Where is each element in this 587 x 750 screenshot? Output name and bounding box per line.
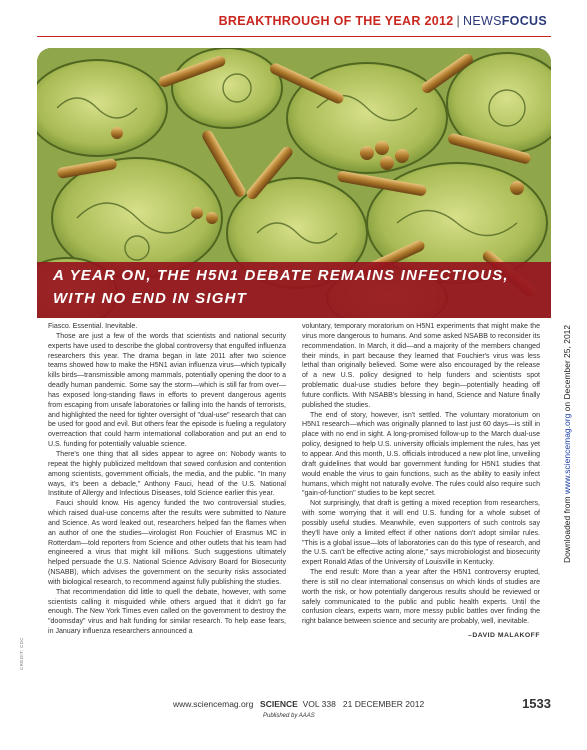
- running-header: [219, 14, 547, 28]
- article-column-right: [302, 322, 540, 641]
- paragraph: Fiasco. Essential. Inevitable.: [48, 323, 138, 330]
- headline-line-1: A YEAR ON, THE H5N1 DEBATE REMAINS INFECTIOUS,: [53, 267, 509, 284]
- page-footer: [40, 696, 551, 739]
- paragraph: Fauci should know. His agency funded the two controversial studies, which raised dual-use concerns after the results were submitted to Nature and Science. As word leaked out, researchers helped fan the flames when an author of one the studies—virologist Ron Fouchier of Erasmus MC in Rotterdam—told reporters from Science and other outlets that his team had engineered a virus that might kill millions. Such suggestions ultimately helped persuade the U.S. National Science Advisory Board for Biosecurity (NSABB), which advises the government on the security risks associated with biological research, to recommend against fully publishing the studies.: [48, 500, 286, 586]
- paragraph: The end result: More than a year after the H5N1 controversy erupted, there is still no clear international consensus on which kinds of studies are worth the risk, or how potentially dangerous results should be reviewed or safely communicated to the public and public health experts. Until the confusion clears, experts warn, more messy public battles over finding the right balance between science and security are probably, well, inevitable.: [302, 569, 540, 626]
- download-notice: [562, 325, 572, 563]
- header-separator: |: [456, 14, 461, 28]
- download-notice-link[interactable]: www.sciencemag.org: [562, 413, 572, 495]
- header-section: [463, 14, 547, 28]
- paragraph: That recommendation did little to quell the debate, however, with some scientists calling it misguided while others argued that it didn't go far enough. The New York Times even called on the government to destroy the "doomsday" virus and halt funding for similar research. To help ease fears, in January influenza researchers announced a: [48, 588, 286, 636]
- paragraph: voluntary, temporary moratorium on H5N1 experiments that might make the virus more dangerous to humans. And some asked NSABB to reconsider its recommendation. In March, it did—and a majority of the members changed their minds, in part because they learned that Fouchier's virus was less lethal than originally believed. Some were also encouraged by the release of a new U.S. policy designed to help funders and scientists spot problematic dual-use studies before they begin—potentially heading off future conflicts. With NSABB's blessing in hand, Science and Nature finally published the studies.: [302, 323, 540, 409]
- page-number: 1533: [522, 696, 551, 711]
- paragraph: Not surprisingly, that draft is getting a mixed reception from researchers, with some worrying that it will end U.S. funding for a whole subset of possibly useful studies. Meanwhile, even supporters of such controls say they'll have only a limited effect if other nations don't adopt similar rules. "This is a global issue—lots of laboratories can do this type of research, and the U.S. can't be effective acting alone," says microbiologist and biosecurity expert Ronald Atlas of the University of Louisville in Kentucky.: [302, 500, 540, 567]
- article-column-left: [48, 322, 286, 637]
- photo-credit: CREDIT: CDC: [19, 637, 24, 670]
- footer-url[interactable]: www.sciencemag.org: [173, 699, 254, 709]
- footer-publisher: Published by AAAS: [263, 713, 315, 719]
- footer-volume: VOL 338: [302, 699, 336, 709]
- header-section-news: NEWS: [463, 14, 502, 28]
- author-byline: –DAVID MALAKOFF: [468, 632, 540, 640]
- download-notice-prefix: Downloaded from: [562, 494, 572, 563]
- footer-date: 21 DECEMBER 2012: [342, 699, 425, 709]
- paragraph: The end of story, however, isn't settled. The voluntary moratorium on H5N1 research—which was originally planned to last just 60 days—is still in place with no end in sight. A long-promised follow-up to the March dual-use policy, designed to help U.S. university officials implement the rules, has yet to appear. And this month, U.S. officials introduced a new plot line, unveiling draft guidelines that would bar government funding for H5N1 studies that would enable the virus to gain functions, such as the ability to easily infect humans, which might not naturally evolve. The rules could also require such "gain-of-function" studies to be kept secret.: [302, 411, 540, 498]
- footer-citation: [173, 699, 424, 709]
- download-notice-suffix: on December 25, 2012: [562, 324, 572, 414]
- headline-line-2: WITH NO END IN SIGHT: [53, 290, 247, 307]
- header-rule: [37, 36, 551, 37]
- paragraph: There's one thing that all sides appear to agree on: Nobody wants to repeat the highly publicized meltdown that sowed confusion and contention among scientists, government officials, the media, and the public. "In many ways, it's been a debacle," Anthony Fauci, head of the U.S. National Institute of Allergy and Infectious Diseases, told Science earlier this year.: [48, 450, 286, 498]
- header-kicker: BREAKTHROUGH OF THE YEAR 2012: [218, 14, 454, 28]
- headline-banner: [37, 262, 551, 318]
- paragraph: Those are just a few of the words that scientists and national security experts have used to describe the global controversy that engulfed influenza researchers this year. The drama began in late 2011 after two science teams showed how to make the H5N1 avian influenza virus—which typically kills birds—transmissible among mammals, potentially opening the door to a deadly human pandemic. Some say the storm—which is still far from over—has exposed long-standing flaws in efforts to prevent dangerous agents from escaping from unsafe laboratories or falling into the hands of terrorists, and highlighted the need for tighter oversight of "dual-use" research that can be used for good and evil. But others fear the episode is fueling a regulatory overreaction that could harm international collaboration and put an end to U.S. funding for potentially valuable science.: [48, 332, 286, 449]
- footer-journal: SCIENCE: [260, 699, 298, 709]
- header-section-focus: FOCUS: [501, 14, 547, 28]
- article-body: [48, 322, 540, 667]
